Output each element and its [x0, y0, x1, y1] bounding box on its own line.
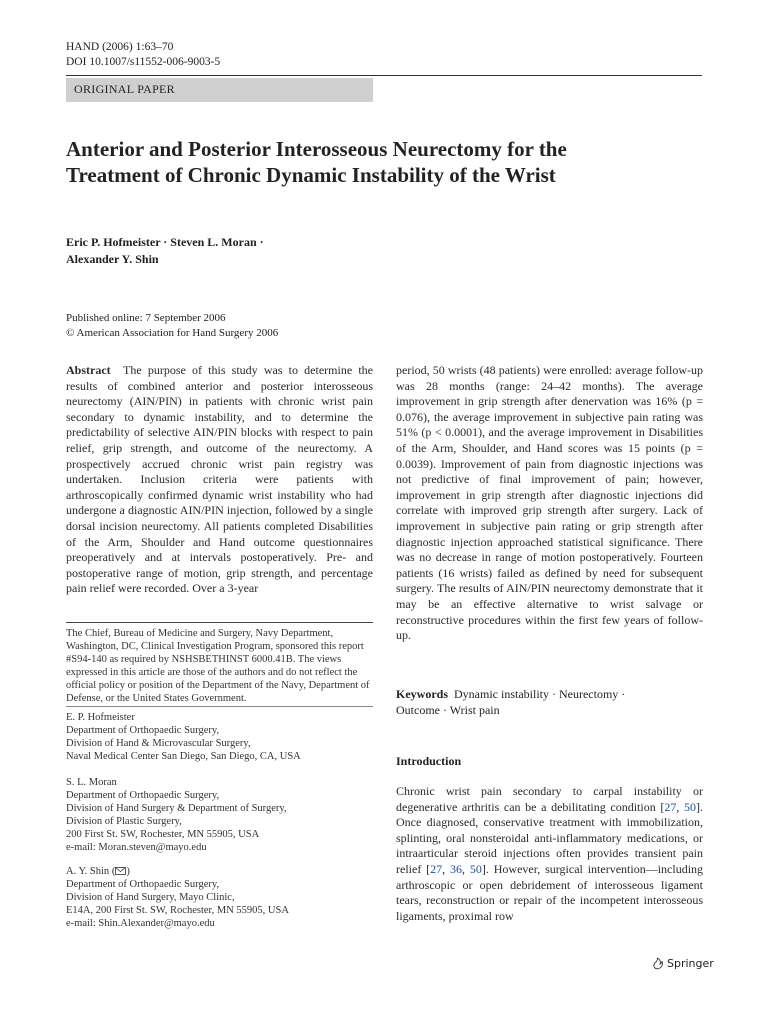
abstract-text-left: The purpose of this study was to determine the results of combined anterior and posterior interosseous neurectomy (AIN/PIN) in patients with chronic wrist pain secondary to dynamic instability, and to determine the predictability of selective AIN/PIN blocks with respect to pain relief, grip strength, and outcome of the neurectomy. A prospectively accrued chronic wrist pain registry was undertaken. Inclusion criteria were patients with arthroscopically confirmed dynamic wrist instability who had undergone a diagnostic AIN/PIN injection, followed by a single dorsal incision neurectomy. All patients completed Disabilities of the Arm, Shoulder and Hand outcome questionnaires preoperatively and at intervals postoperatively. Pre- and postoperative range of motion, grip strength, and percentage pain relief were recorded. Over a 3-year	[66, 363, 373, 596]
intro-text-segment: ]. Once diagnosed, conservative treatment with immobilization, splinting, oral nonsteroidal anti-inflammatory medications, or intraarticular steroid injections often provides transient pain relief [	[396, 799, 704, 876]
abstract-left-column	[66, 363, 373, 597]
author-line-2: Alexander Y. Shin	[66, 252, 159, 266]
affiliation-name: E. P. Hofmeister	[66, 712, 135, 723]
citation-separator: ,	[442, 861, 451, 876]
keywords-line-1: Dynamic instability · Neurectomy ·	[454, 687, 626, 701]
affiliation-line: 200 First St. SW, Rochester, MN 55905, USA	[66, 829, 260, 840]
affiliation-line: Division of Hand & Microvascular Surgery,	[66, 738, 251, 749]
journal-doi: DOI 10.1007/s11552-006-9003-5	[66, 56, 221, 68]
citation-link[interactable]: 36	[450, 861, 463, 876]
published-date: Published online: 7 September 2006	[66, 312, 226, 324]
publisher-name: Springer	[667, 957, 714, 970]
citation-separator: ,	[676, 799, 685, 814]
journal-header	[66, 40, 220, 70]
affiliation-hofmeister	[66, 711, 373, 763]
paper-title: Anterior and Posterior Interosseous Neurectomy for the Treatment of Chronic Dynamic Instability of the Wrist	[66, 137, 567, 187]
author-line-1: Eric P. Hofmeister · Steven L. Moran ·	[66, 235, 264, 249]
abstract-text-right: period, 50 wrists (48 patients) were enrolled: average follow-up was 28 months (range: 24–42 months). The average improvement in grip strength after denervation was 16% (p = 0.076), the average improvement in subjective pain rating was 51% (p < 0.0001), and the average improvement in Disabilities of the Arm, Shoulder, and Hand scores was 15 points (p = 0.0039). Improvement of pain from diagnostic injections was not predictive of final improvement of pain; however, improvement in grip strength after diagnostic injections did correlate with improved grip strength after surgery. Lack of improvement in subjective pain rating or grip strength after diagnostic injection approached statistical significance. There was no decrease in range of motion postoperatively. Fourteen patients (16 wrists) failed as defined by need for subsequent surgery. The results of AIN/PIN neurectomy demonstrate that it may be an effective alternative to wrist salvage or reconstructive procedures within the first few years of follow-up.	[396, 363, 703, 643]
footnote-separator	[66, 706, 373, 707]
intro-text-segment: Chronic wrist pain secondary to carpal instability or degenerative arthritis can be a debilitating condition [	[396, 784, 703, 814]
affiliation-line: Department of Orthopaedic Surgery,	[66, 879, 220, 890]
copyright-line: © American Association for Hand Surgery 2006	[66, 327, 279, 339]
citation-separator: ,	[462, 861, 470, 876]
footnote: The Chief, Bureau of Medicine and Surgery, Navy Department, Washington, DC, Clinical Investigation Program, sponsored this report #S94-140 as required by NSHSBETHINST 6000.41B. The views expressed in this article are those of the authors and do not reflect the official policy or position of the Department of the Navy, Department of Defense, or the United States Government.	[66, 628, 370, 704]
keywords-line-2: Outcome · Wrist pain	[396, 703, 500, 717]
affiliation-name: A. Y. Shin	[66, 866, 110, 877]
citation-link[interactable]: 50	[684, 799, 697, 814]
abstract-label: Abstract	[66, 363, 111, 377]
introduction-text	[396, 784, 703, 924]
affiliation-line: Department of Orthopaedic Surgery,	[66, 790, 220, 801]
citation-link[interactable]: 27	[664, 799, 677, 814]
affiliation-email[interactable]: e-mail: Shin.Alexander@mayo.edu	[66, 918, 215, 929]
affiliation-name: S. L. Moran	[66, 777, 117, 788]
publication-info	[66, 311, 278, 341]
affiliation-line: E14A, 200 First St. SW, Rochester, MN 55905, USA	[66, 905, 289, 916]
introduction-heading: Introduction	[396, 754, 462, 768]
citation-link[interactable]: 27	[430, 861, 443, 876]
abstract-right-column	[396, 363, 703, 644]
citation-link[interactable]: 50	[469, 861, 482, 876]
affiliation-moran	[66, 776, 373, 854]
intro-text-segment: ]. However, surgical intervention—including arthroscopic or open debridement of interosseous ligament tears, reconstruction or repair of the incompetent interosseous ligaments, proximal row	[396, 861, 704, 923]
affiliation-line: Department of Orthopaedic Surgery,	[66, 725, 220, 736]
affiliation-line: Division of Hand Surgery & Department of Surgery,	[66, 803, 287, 814]
affiliation-email[interactable]: e-mail: Moran.steven@mayo.edu	[66, 842, 207, 853]
envelope-icon	[115, 867, 126, 875]
affiliation-line: Division of Hand Surgery, Mayo Clinic,	[66, 892, 235, 903]
affiliation-line: Naval Medical Center San Diego, San Diego, CA, USA	[66, 751, 301, 762]
keywords-label: Keywords	[396, 687, 448, 701]
journal-citation: HAND (2006) 1:63–70	[66, 41, 174, 53]
affiliation-line: Division of Plastic Surgery,	[66, 816, 182, 827]
section-badge-label: ORIGINAL PAPER	[74, 82, 175, 96]
footnote-rule	[66, 622, 373, 623]
publisher-logo	[652, 957, 714, 970]
affiliation-shin: A. Y. Shin ( ) Department of Orthopaedic Surgery, Division of Hand Surgery, Mayo Clinic, E14A, 200 First St. SW, Rochester, MN 55905, USA e-mail: Shin.Alexander@mayo.edu	[66, 865, 373, 930]
header-rule	[66, 75, 702, 76]
section-badge	[66, 78, 373, 102]
springer-logo-icon	[652, 957, 664, 970]
author-list	[66, 234, 466, 268]
keywords	[396, 686, 703, 718]
